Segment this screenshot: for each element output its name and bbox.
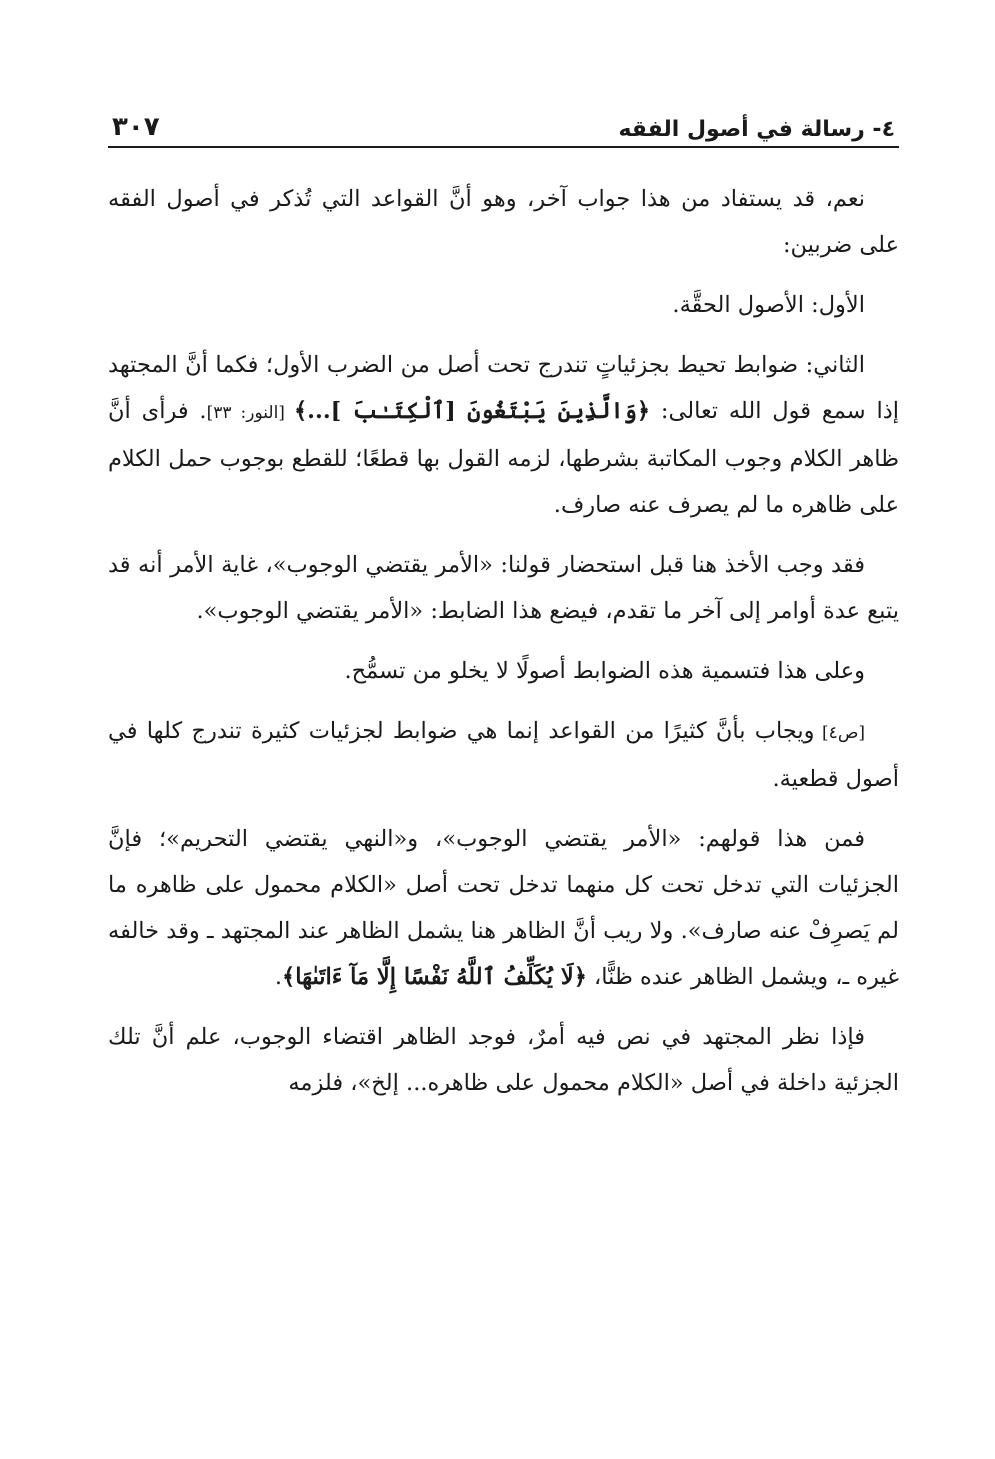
paragraph-1: نعم، قد يستفاد من هذا جواب آخر، وهو أنَّ القواعد التي تُذكر في أصول الفقه على ضربين: bbox=[108, 186, 899, 258]
quran-verse: ﴿لَا يُكَلِّفُ ٱللَّهُ نَفْسًا إِلَّا مَآ ءَاتَىٰهَا﴾ bbox=[282, 964, 587, 990]
verse-reference: [النور: ٣٣] bbox=[206, 403, 294, 423]
paragraph-8: فإذا نظر المجتهد في نص فيه أمرٌ، فوجد الظاهر اقتضاء الوجوب، علم أنَّ تلك الجزئية داخلة في أصل «الكلام محمول على ظاهره... إلخ»، فلزمه bbox=[108, 1024, 899, 1096]
body-text bbox=[108, 176, 899, 1106]
paragraph-4: فقد وجب الأخذ هنا قبل استحضار قولنا: «الأمر يقتضي الوجوب»، غاية الأمر أنه قد يتبع عدة أوامر إلى آخر ما تقدم، فيضع هذا الضابط: «الأمر يقتضي الوجوب». bbox=[108, 552, 899, 624]
paragraph-3-rest: . فرأى أنَّ ظاهر الكلام وجوب المكاتبة بشرطها، لزمه القول بها قطعًا؛ للقطع بوجوب حمل الكلام على ظاهره ما لم يصرف عنه صارف. bbox=[108, 398, 899, 518]
page-header bbox=[108, 104, 899, 148]
paragraph-2: الأول: الأصول الحقَّة. bbox=[672, 292, 865, 318]
book-page bbox=[108, 104, 899, 1419]
quran-verse: ﴿وَالَّذِينَ يَبْتَغُونَ [ٱلْكِتَـٰبَ ]...﴾ bbox=[293, 398, 651, 424]
paragraph-7 bbox=[108, 816, 899, 1000]
paragraph-3 bbox=[108, 342, 899, 528]
paragraph-3-text: الثاني: ضوابط تحيط بجزئياتٍ تندرج تحت أصل من الضرب الأول؛ فكما أنَّ المجتهد إذا سمع قول الله تعالى: bbox=[108, 352, 899, 424]
page-number: ٣٠٧ bbox=[112, 112, 160, 142]
paragraph-6 bbox=[108, 708, 899, 802]
paragraph-5: وعلى هذا فتسمية هذه الضوابط أصولًا لا يخلو من تسمُّح. bbox=[344, 658, 865, 684]
paragraph-6-text: ويجاب بأنَّ كثيرًا من القواعد إنما هي ضوابط لجزئيات كثيرة تندرج كلها في أصول قطعية. bbox=[108, 718, 899, 792]
running-title: ٤- رسالة في أصول الفقه bbox=[618, 117, 895, 142]
paragraph-7-end: . bbox=[274, 964, 283, 990]
manuscript-page-ref: [ص٤] bbox=[814, 723, 865, 743]
paragraph-7-text: فمن هذا قولهم: «الأمر يقتضي الوجوب»، و«النهي يقتضي التحريم»؛ فإنَّ الجزئيات التي تدخل تحت كل منهما تدخل تحت أصل «الكلام محمول على ظاهره ما لم يَصرِفْ عنه صارف». ولا ريب أنَّ الظاهر هنا يشمل الظاهر عند المجتهد ـ وقد خالفه غيره ـ، ويشمل الظاهر عنده ظنًّا، bbox=[108, 826, 899, 990]
